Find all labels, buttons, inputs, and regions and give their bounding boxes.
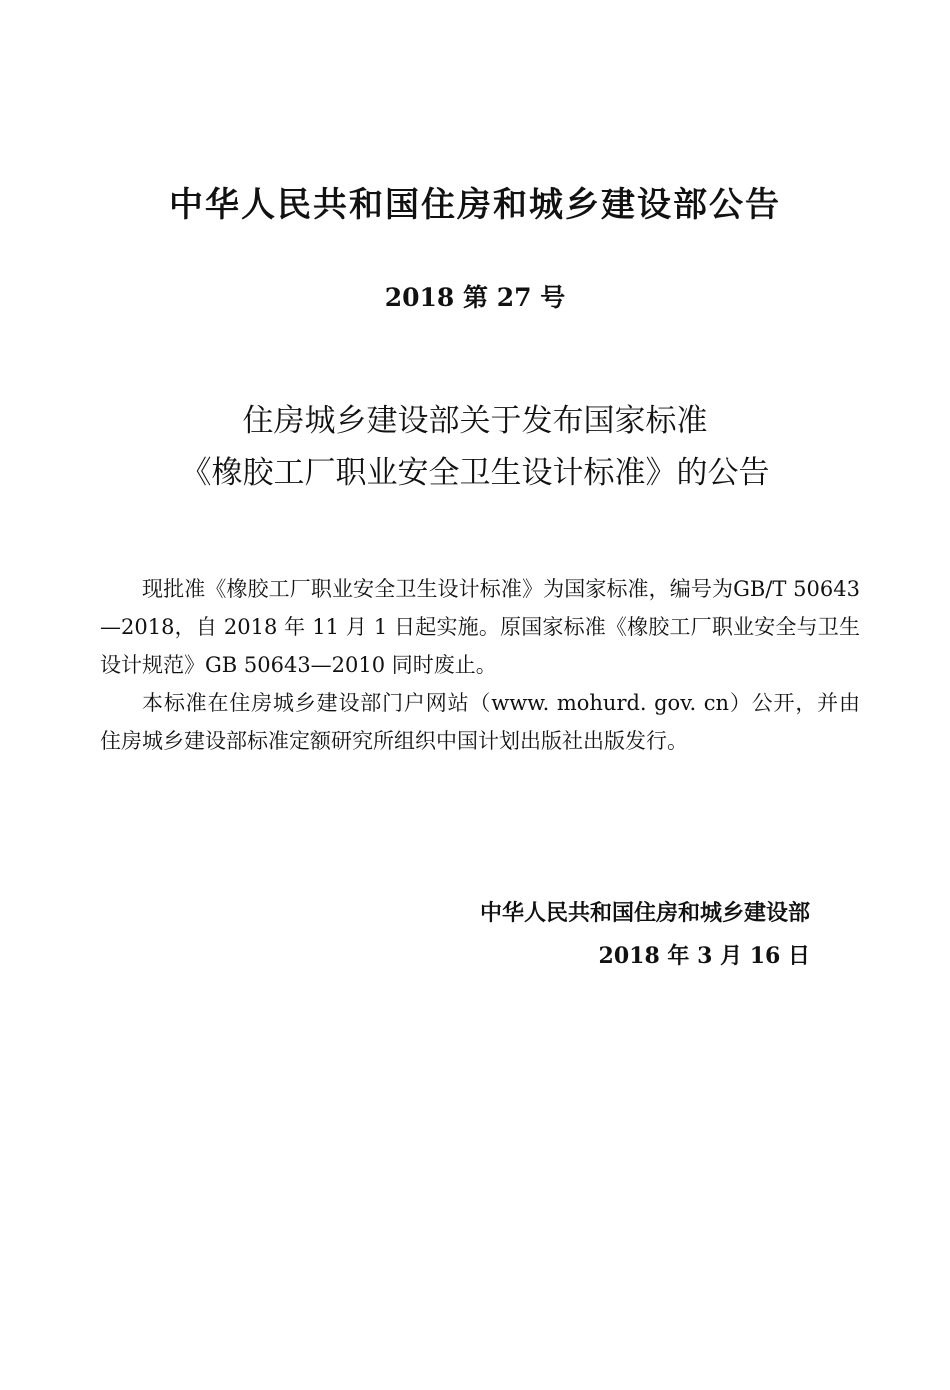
subtitle-line-2: 《橡胶工厂职业安全卫生设计标准》的公告 <box>180 455 770 491</box>
notice-body <box>100 570 860 760</box>
notice-subtitle <box>0 395 950 499</box>
body-paragraph-publication: 本标准在住房城乡建设部门户网站（www. mohurd. gov. cn）公开，并由住房城乡建设部标准定额研究所组织中国计划出版社出版发行。 <box>100 691 860 753</box>
signature-date: 2018 年 3 月 16 日 <box>598 943 810 969</box>
signature-organization: 中华人民共和国住房和城乡建设部 <box>479 901 810 926</box>
body-paragraph-approval: 现批准《橡胶工厂职业安全卫生设计标准》为国家标准，编号为GB/T 50643—2018，自 2018 年 11 月 1 日起实施。原国家标准《橡胶工厂职业安全与卫生设计规范》GB 50643—2010 同时废止。 <box>100 577 860 677</box>
main-title: 中华人民共和国住房和城乡建设部公告 <box>169 185 781 225</box>
subtitle-line-1: 住房城乡建设部关于发布国家标准 <box>242 403 708 439</box>
notice-number: 2018 第 27 号 <box>384 283 566 312</box>
signature-block <box>480 893 810 977</box>
